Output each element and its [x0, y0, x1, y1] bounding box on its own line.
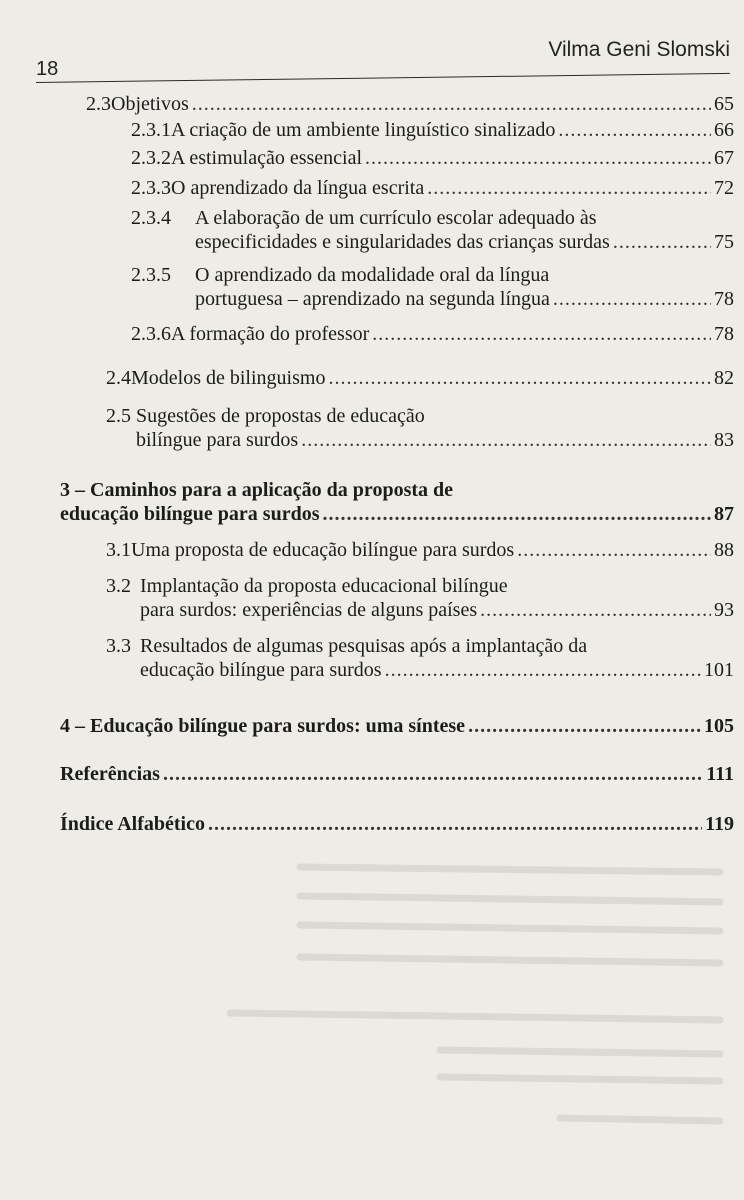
toc-entry-page: 67: [714, 147, 734, 169]
toc-entry-page: 83: [714, 429, 734, 451]
toc-entry-title: Uma proposta de educação bilíngue para surdos: [131, 539, 515, 561]
toc-entry-page: 78: [714, 323, 734, 345]
dot-leader: [553, 287, 711, 311]
toc-entry-page: 88: [714, 539, 734, 561]
toc-entry-number: 2.3.1: [131, 119, 171, 141]
toc-entry-title: O aprendizado da modalidade oral da língua: [195, 264, 550, 286]
toc-entry-title: Objetivos: [111, 93, 189, 115]
toc-entry-title: A elaboração de um currículo escolar adequado às: [195, 207, 597, 229]
toc-entry-page: 87: [714, 503, 734, 525]
toc-entry-3-3: [106, 634, 734, 682]
toc-entry-number: 2.3.4: [131, 207, 171, 229]
toc-entry-2-5: [106, 404, 734, 452]
toc-entry-page: 66: [714, 119, 734, 141]
toc-entry-number: 2.3.6: [131, 323, 171, 345]
dot-leader: [208, 812, 702, 836]
dot-leader: [192, 92, 711, 116]
toc-entry-number: 3.3: [106, 635, 131, 657]
running-header-author: Vilma Geni Slomski: [548, 38, 730, 61]
dot-leader: [558, 118, 711, 142]
dot-leader: [517, 538, 711, 562]
toc-chapter-title: Índice Alfabético: [60, 813, 205, 835]
toc-entry-2-3-6: [131, 322, 734, 346]
toc-entry-number: 3.2: [106, 575, 131, 597]
toc-entry-title: A criação de um ambiente linguístico sinalizado: [171, 119, 556, 141]
toc-entry-references: [60, 762, 734, 786]
toc-entry-chapter-4: [60, 714, 734, 738]
toc-entry-title-continued: especificidades e singularidades das crianças surdas: [195, 231, 610, 253]
toc-entry-title: O aprendizado da língua escrita: [171, 177, 425, 199]
dot-leader: [480, 598, 711, 622]
toc-entry-page: 78: [714, 288, 734, 310]
dot-leader: [427, 176, 711, 200]
toc-entry-number: 2.3.5: [131, 264, 171, 286]
toc-entry-chapter-3: [60, 478, 734, 526]
dot-leader: [613, 230, 711, 254]
dot-leader: [372, 322, 711, 346]
toc-entry-3-1: [106, 538, 734, 562]
toc-entry-page: 82: [714, 367, 734, 389]
toc-entry-title-continued: educação bilíngue para surdos: [140, 659, 382, 681]
toc-entry-2-3-4: [131, 206, 734, 254]
toc-chapter-title: Referências: [60, 763, 160, 785]
toc-entry-title-continued: para surdos: experiências de alguns países: [140, 599, 478, 621]
toc-entry-number: 2.3: [86, 93, 111, 115]
toc-entry-page: 72: [714, 177, 734, 199]
toc-entry-title: A estimulação essencial: [171, 147, 363, 169]
toc-entry-page: 93: [714, 599, 734, 621]
toc-entry-title-continued: portuguesa – aprendizado na segunda língua: [195, 288, 550, 310]
dot-leader: [328, 366, 711, 390]
dot-leader: [322, 502, 711, 526]
toc-entry-page: 75: [714, 231, 734, 253]
toc-chapter-title: 4 – Educação bilíngue para surdos: uma síntese: [60, 715, 466, 737]
toc-entry-page: 119: [705, 813, 734, 835]
toc-entry-title-continued: bilíngue para surdos: [136, 429, 299, 451]
toc-entry-title: Implantação da proposta educacional bilíngue: [140, 575, 508, 597]
toc-chapter-title-continued: educação bilíngue para surdos: [60, 503, 320, 525]
dot-leader: [301, 428, 711, 452]
toc-entry-page: 111: [706, 763, 734, 785]
dot-leader: [163, 762, 703, 786]
toc-entry-title: Sugestões de propostas de educação: [136, 405, 425, 427]
toc-entry-page: 105: [704, 715, 734, 737]
toc-entry-title: Modelos de bilinguismo: [131, 367, 326, 389]
toc-entry-number: 3.1: [106, 539, 131, 561]
toc-entry-number: 2.3.2: [131, 147, 171, 169]
page-number: 18: [36, 58, 59, 80]
toc-entry-title: Resultados de algumas pesquisas após a implantação da: [140, 635, 588, 657]
toc-entry-2-4: [106, 366, 734, 390]
dot-leader: [385, 658, 701, 682]
toc-entry-number: 2.5: [106, 405, 131, 427]
toc-entry-2-3-3: [131, 176, 734, 200]
toc-entry-page: 65: [714, 93, 734, 115]
toc-entry-3-2: [106, 574, 734, 622]
toc-entry-2-3-1: [131, 118, 734, 142]
toc-entry-index: [60, 812, 734, 836]
toc-entry-page: 101: [704, 659, 734, 681]
toc-entry-number: 2.4: [106, 367, 131, 389]
toc-entry-2-3: [86, 92, 734, 116]
dot-leader: [365, 146, 711, 170]
toc-entry-number: 2.3.3: [131, 177, 171, 199]
toc-chapter-title: 3 – Caminhos para a aplicação da proposta de: [60, 479, 454, 501]
toc-entry-2-3-2: [131, 146, 734, 170]
toc-entry-title: A formação do professor: [171, 323, 370, 345]
toc-entry-2-3-5: [131, 263, 734, 311]
dot-leader: [468, 714, 701, 738]
